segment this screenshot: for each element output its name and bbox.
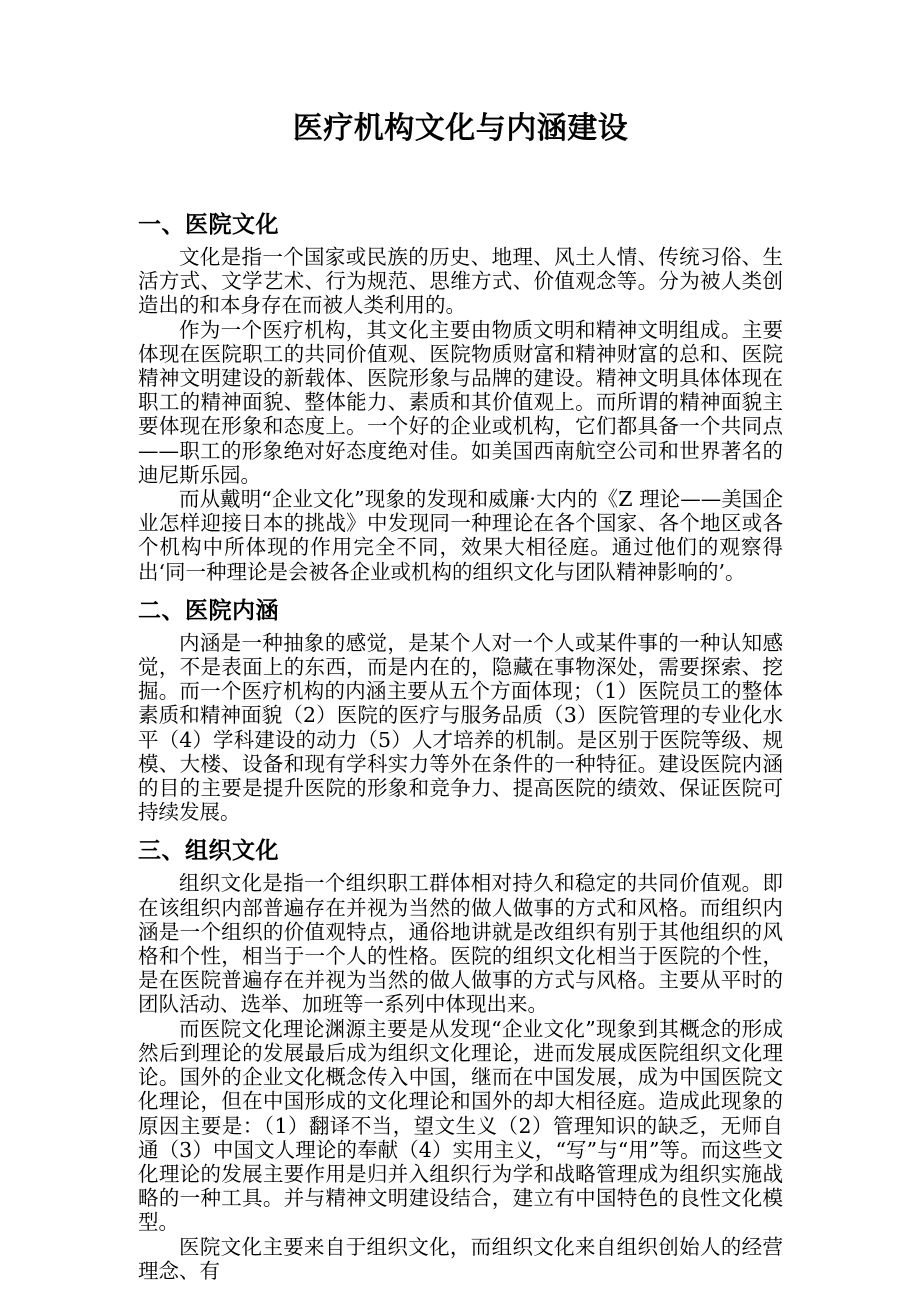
paragraph: 内涵是一种抽象的感觉，是某个人对一个人或某件事的一种认知感觉，不是表面上的东西，而是内在的，隐藏在事物深处，需要探索、挖掘。而一个医疗机构的内涵主要从五个方面体现；（1）医院员工的整体素质和精神面貌（2）医院的医疗与服务品质（3）医院管理的专业化水平（4）学科建设的动力（5）人才培养的机制。是区别于医院等级、规模、大楼、设备和现有学科实力等外在条件的一种特征。建设医院内涵的目的主要是提升医院的形象和竞争力、提高医院的绩效、保证医院可持续发展。 bbox=[138, 630, 783, 825]
section-3-body bbox=[138, 866, 783, 1282]
section-1-body bbox=[138, 240, 783, 584]
paragraph: 医院文化主要来自于组织文化，而组织文化来自组织创始人的经营理念、有 bbox=[138, 1234, 783, 1283]
section-heading-2: 二、医院内涵 bbox=[138, 597, 279, 624]
paragraph: 作为一个医疗机构，其文化主要由物质文明和精神文明组成。主要体现在医院职工的共同价值观、医院物质财富和精神财富的总和、医院精神文明建设的新载体、医院形象与品牌的建设。精神文明具体体现在职工的精神面貌、整体能力、素质和其价值观上。而所谓的精神面貌主要体现在形象和态度上。一个好的企业或机构，它们都具备一个共同点——职工的形象绝对好态度绝对佳。如美国西南航空公司和世界著名的迪尼斯乐园。 bbox=[138, 317, 783, 487]
paragraph: 而医院文化理论渊源主要是从发现“企业文化”现象到其概念的形成然后到理论的发展最后成为组织文化理论，进而发展成医院组织文化理论。国外的企业文化概念传入中国，继而在中国发展，成为中国医院文化理论，但在中国形成的文化理论和国外的却大相径庭。造成此现象的原因主要是：（1）翻译不当，望文生义（2）管理知识的缺乏，无师自通（3）中国文人理论的奉献（4）实用主义，“写”与“用”等。而这些文化理论的发展主要作用是归并入组织行为学和战略管理成为组织实施战略的一种工具。并与精神文明建设结合，建立有中国特色的良性文化模型。 bbox=[138, 1016, 783, 1235]
section-hospital-connotation bbox=[138, 584, 783, 825]
page-title: 医疗机构文化与内涵建设 bbox=[292, 111, 629, 146]
section-heading-3: 三、组织文化 bbox=[138, 838, 279, 865]
paragraph: 组织文化是指一个组织职工群体相对持久和稳定的共同价值观。即在该组织内部普遍存在并视为当然的做人做事的方式和风格。而组织内涵是一个组织的价值观特点，通俗地讲就是改组织有别于其他组织的风格和个性，相当于一个人的性格。医院的组织文化相当于医院的个性，是在医院普遍存在并视为当然的做人做事的方式与风格。主要从平时的团队活动、选举、加班等一系列中体现出来。 bbox=[138, 871, 783, 1017]
section-organizational-culture bbox=[138, 824, 783, 1282]
section-2-body bbox=[138, 626, 783, 825]
section-hospital-culture bbox=[138, 146, 783, 584]
paragraph: 而从戴明“企业文化”现象的发现和威廉·大内的《Z 理论——美国企业怎样迎接日本的挑战》中发现同一种理论在各个国家、各个地区或各个机构中所体现的作用完全不同，效果大相径庭。通过他们的观察得出‘同一种理论是会被各企业或机构的组织文化与团队精神影响的’。 bbox=[138, 487, 783, 584]
document-content bbox=[138, 0, 783, 1283]
paragraph: 文化是指一个国家或民族的历史、地理、风土人情、传统习俗、生活方式、文学艺术、行为规范、思维方式、价值观念等。分为被人类创造出的和本身存在而被人类利用的。 bbox=[138, 245, 783, 318]
section-heading-1: 一、医院文化 bbox=[138, 212, 279, 238]
